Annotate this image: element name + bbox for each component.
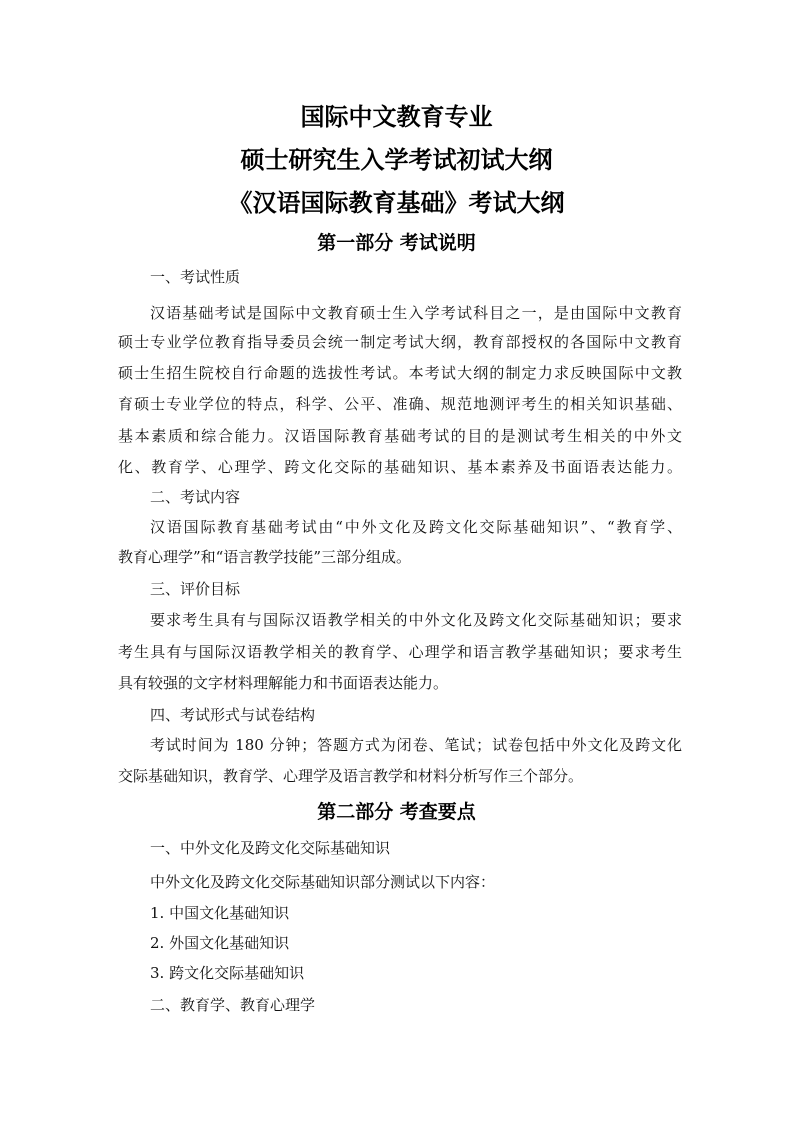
part1-heading: 第一部分 考试说明 (317, 232, 476, 254)
section-heading: 一、考试性质 (150, 268, 241, 286)
section-heading: 四、考试形式与试卷结构 (150, 706, 316, 724)
paragraph-line: 要求考生具有与国际汉语教学相关的中外文化及跨文化交际基础知识；要求 (150, 611, 682, 629)
paragraph-line: 硕士生招生院校自行命题的选拔性考试。本考试大纲的制定力求反映国际中文教 (118, 364, 682, 382)
list-item: 2. 外国文化基础知识 (150, 934, 290, 952)
part2-heading: 第二部分 考查要点 (317, 801, 476, 823)
paragraph-line: 育硕士专业学位的特点，科学、公平、准确、规范地测评考生的相关知识基础、 (118, 395, 682, 413)
section-heading: 二、考试内容 (150, 488, 241, 506)
paragraph-line: 具有较强的文字材料理解能力和书面语表达能力。 (118, 674, 449, 692)
doc-title-1: 国际中文教育专业 (300, 103, 493, 131)
doc-title-3: 《汉语国际教育基础》考试大纲 (228, 189, 565, 217)
section-heading: 二、教育学、教育心理学 (150, 996, 316, 1014)
paragraph-line: 基本素质和综合能力。汉语国际教育基础考试的目的是测试考生相关的中外文 (118, 427, 682, 445)
paragraph-line: 汉语国际教育基础考试由“中外文化及跨文化交际基础知识”、“教育学、 (150, 518, 682, 536)
paragraph-line: 考生具有与国际汉语教学相关的教育学、心理学和语言教学基础知识；要求考生 (118, 643, 682, 661)
paragraph-line: 硕士专业学位教育指导委员会统一制定考试大纲，教育部授权的各国际中文教育 (118, 333, 682, 351)
section-heading: 三、评价目标 (150, 580, 241, 598)
paragraph-line: 教育心理学”和“语言教学技能”三部分组成。 (118, 548, 412, 566)
paragraph-line: 化、教育学、心理学、跨文化交际的基础知识、基本素养及书面语表达能力。 (118, 458, 682, 476)
list-item: 3. 跨文化交际基础知识 (150, 964, 305, 982)
section-heading: 一、中外文化及跨文化交际基础知识 (150, 839, 391, 857)
paragraph-line: 中外文化及跨文化交际基础知识部分测试以下内容： (150, 873, 496, 891)
paragraph-line: 汉语基础考试是国际中文教育硕士生入学考试科目之一，是由国际中文教育 (150, 304, 682, 322)
list-item: 1. 中国文化基础知识 (150, 904, 290, 922)
paragraph-line: 交际基础知识，教育学、心理学及语言教学和材料分析写作三个部分。 (118, 767, 584, 785)
doc-title-2: 硕士研究生入学考试初试大纲 (240, 146, 553, 174)
paragraph-line: 考试时间为 180 分钟；答题方式为闭卷、笔试；试卷包括中外文化及跨文化 (150, 736, 682, 754)
